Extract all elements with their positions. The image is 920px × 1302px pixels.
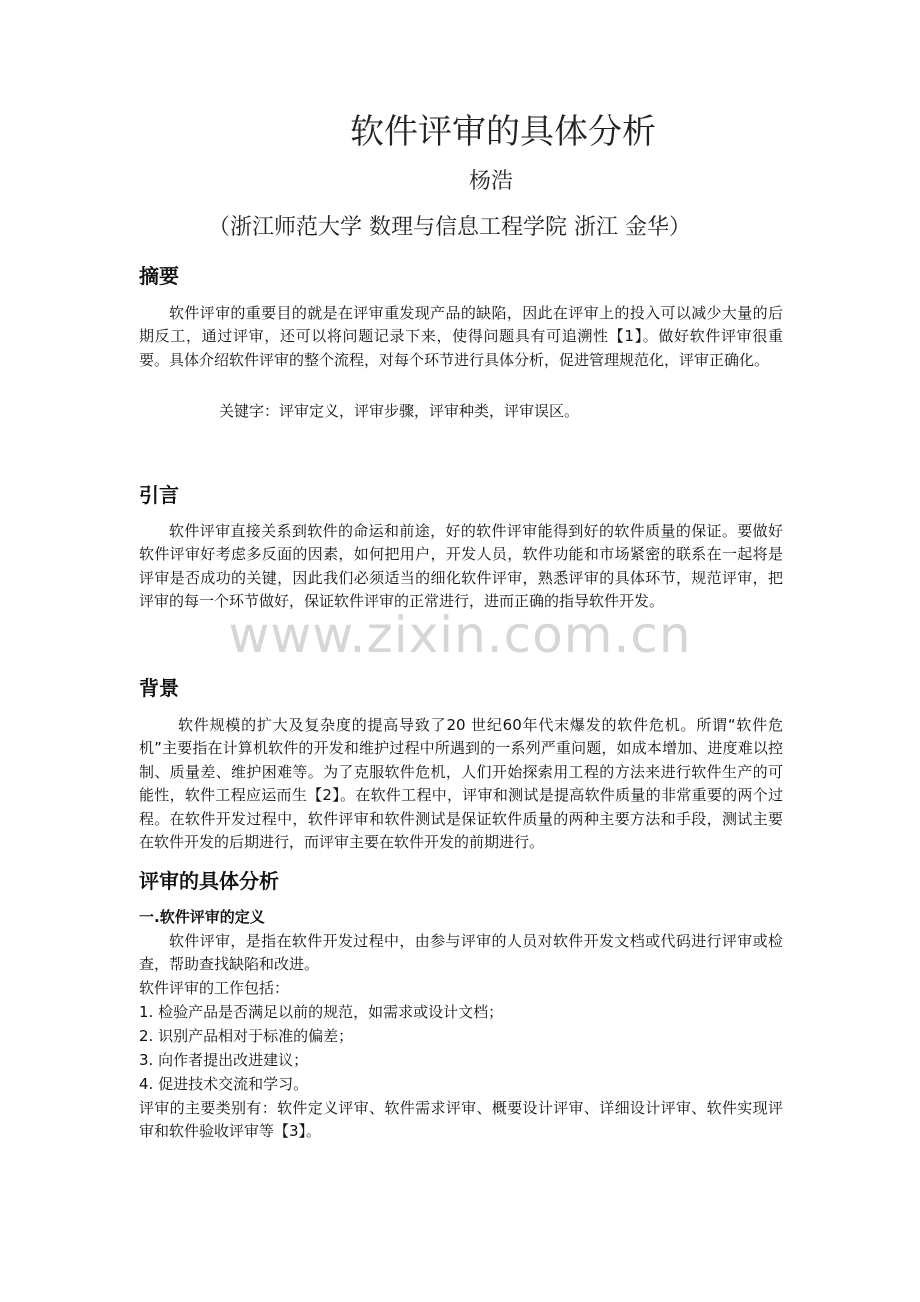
- document-author: 杨浩: [468, 169, 513, 194]
- abstract-paragraph: 软件评审的重要目的就是在评审重发现产品的缺陷，因此在评审上的投入可以减少大量的后期反工，通过评审，还可以将问题记录下来，使得问题具有可追溯性【1】。做好软件评审很重要。具体介绍软件评审的整个流程，对每个环节进行具体分析，促进管理规范化，评审正确化。: [139, 304, 783, 369]
- watermark-text: www.zixin.com.cn: [228, 606, 692, 664]
- work-list-item: 1. 检验产品是否满足以前的规范，如需求或设计文档；: [139, 1003, 504, 1021]
- background-heading: 背景: [139, 676, 179, 700]
- author-affiliation: （浙江师范大学 数理与信息工程学院 浙江 金华）: [208, 215, 691, 240]
- keywords-line: 关键字：评审定义，评审步骤，评审种类，评审误区。: [219, 402, 580, 420]
- abstract-heading: 摘要: [139, 264, 179, 288]
- document-title: 软件评审的具体分析: [350, 112, 656, 152]
- work-intro-line: 软件评审的工作包括：: [139, 979, 290, 997]
- intro-paragraph: 软件评审直接关系到软件的命运和前途，好的软件评审能得到好的软件质量的保证。要做好软件评审好考虑多反面的因素，如何把用户，开发人员，软件功能和市场紧密的联系在一起将是评审是否成功的关键，因此我们必须适当的细化软件评审，熟悉评审的具体环节，规范评审，把评审的每一个环节做好，保证软件评审的正常进行，进而正确的指导软件开发。: [139, 522, 783, 611]
- analysis-heading: 评审的具体分析: [139, 869, 279, 893]
- work-list-item: 4. 促进技术交流和学习。: [139, 1075, 309, 1093]
- work-list-item: 3. 向作者提出改进建议；: [139, 1051, 309, 1069]
- definition-paragraph: 软件评审，是指在软件开发过程中，由参与评审的人员对软件开发文档或代码进行评审或检查，帮助查找缺陷和改进。: [139, 932, 783, 974]
- review-types-paragraph: 评审的主要类别有：软件定义评审、软件需求评审、概要设计评审、详细设计评审、软件实现评审和软件验收评审等【3】。: [139, 1099, 783, 1141]
- work-list-item: 2. 识别产品相对于标准的偏差；: [139, 1027, 354, 1045]
- background-paragraph: 软件规模的扩大及复杂度的提高导致了20 世纪60年代末爆发的软件危机。所谓“软件危机”主要指在计算机软件的开发和维护过程中所遇到的一系列严重问题，如成本增加、进度难以控制、质量差、维护困难等。为了克服软件危机，人们开始探索用工程的方法来进行软件生产的可能性，软件工程应运而生【2】。在软件工程中，评审和测试是提高软件质量的非常重要的两个过程。在软件开发过程中，软件评审和软件测试是保证软件质量的两种主要方法和手段，测试主要在软件开发的后期进行，而评审主要在软件开发的前期进行。: [139, 716, 783, 852]
- definition-subheading: 一.软件评审的定义: [139, 908, 265, 926]
- intro-heading: 引言: [139, 483, 179, 507]
